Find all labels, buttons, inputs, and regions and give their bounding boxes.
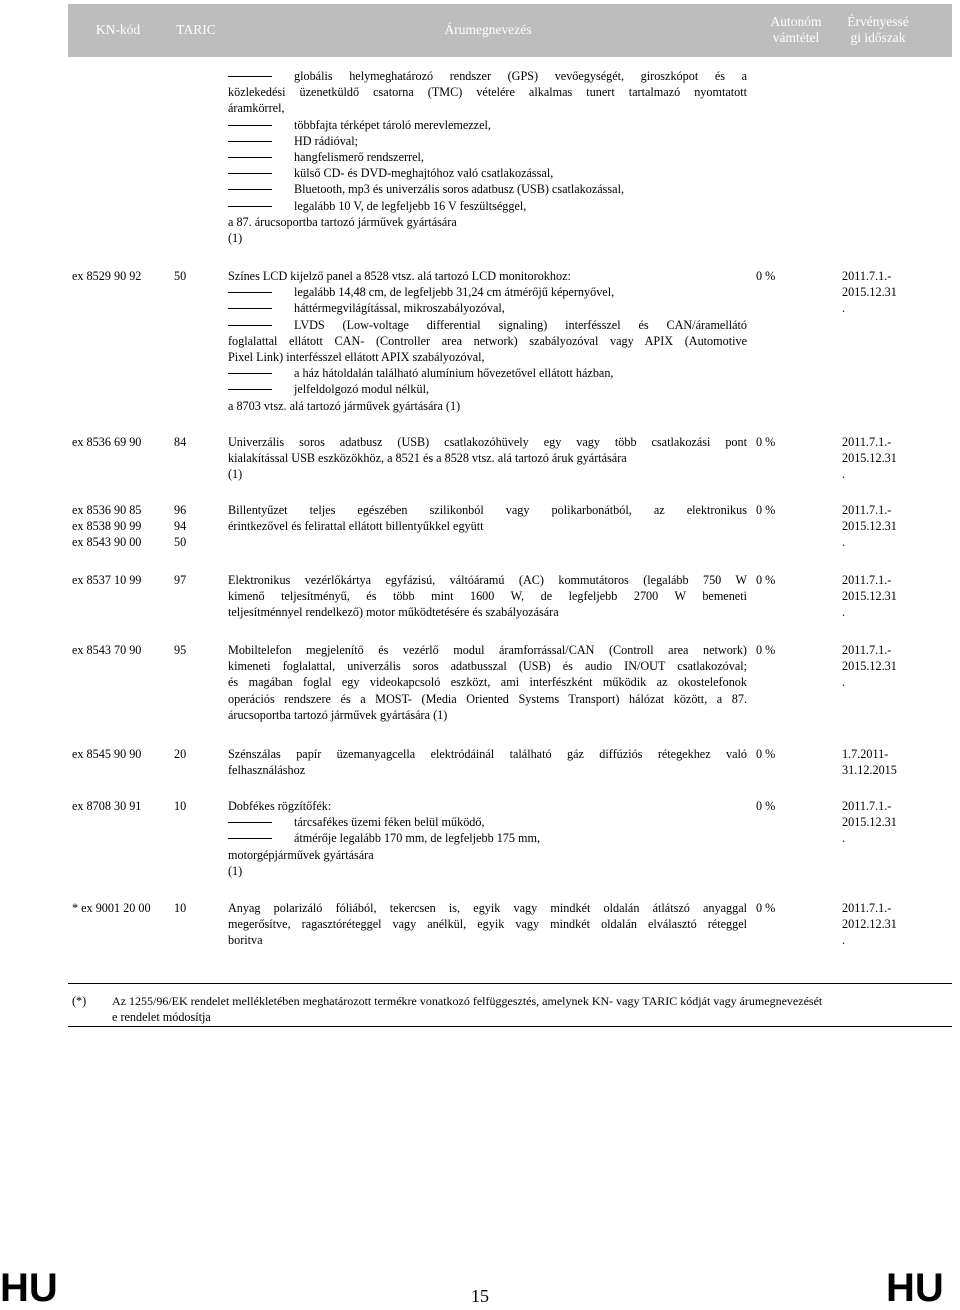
taric-code: 84 [174, 435, 187, 449]
description-cell [228, 746, 747, 778]
description-cell [228, 268, 747, 414]
description-line: árucsoportba tartozó járművek gyártására (1) [228, 707, 448, 722]
description-line: jelfeldolgozó modul nélkül, [228, 381, 747, 397]
validity-line: 2015.12.31 [842, 815, 897, 830]
validity-line: 2012.12.31 [842, 917, 897, 932]
footnote-line-1: Az 1255/96/EK rendelet mellékletében meghatározott termékre vonatkozó felfüggesztés, amelynek KN- vagy TARIC kódját vagy árumegnevezését [112, 994, 823, 1008]
description-line: a 8703 vtsz. alá tartozó járművek gyártására (1) [228, 398, 461, 413]
taric-code: 94 [174, 519, 187, 534]
page-number: 15 [471, 1286, 489, 1306]
description-line: HD rádióval; [228, 133, 747, 149]
description-line: többfajta térképet tároló merevlemezzel, [228, 117, 747, 133]
validity-line: 2015.12.31 [842, 659, 897, 674]
validity-line: . [842, 467, 846, 482]
rate-cell: 0 % [756, 269, 776, 283]
description-line: globális helymeghatározó rendszer (GPS) vevőegységét, giroszkópot és a [228, 68, 747, 84]
taric-code: 50 [174, 535, 187, 550]
header-rate [756, 14, 836, 46]
description-cell [228, 900, 747, 949]
description-line: tárcsafékes üzemi féken belül működő, [228, 814, 747, 830]
validity-line: . [842, 605, 846, 620]
kn-code-cell [72, 798, 167, 814]
description-line: és magában foglal egy videokapcsoló eszközt, ami interfészként működik az okostelefonok [228, 675, 747, 690]
language-code-right: HU [886, 1266, 944, 1310]
kn-code: ex 8545 90 90 [72, 747, 142, 761]
taric-cell [174, 572, 224, 588]
language-code-left: HU [0, 1266, 58, 1310]
validity-line: 2011.7.1.- [842, 799, 892, 813]
validity-line: 2015.12.31 [842, 451, 897, 466]
description-cell [228, 572, 747, 621]
kn-code: ex 8537 10 99 [72, 573, 142, 587]
taric-cell [174, 434, 224, 450]
description-line: (1) [228, 863, 243, 878]
rate-cell: 0 % [756, 643, 776, 657]
header-rate-line2: vámtétel [772, 30, 820, 45]
rate-cell: 0 % [756, 799, 776, 813]
validity-line: 2011.7.1.- [842, 435, 892, 449]
description-line: Szénszálas papír üzemanyagcella elektródáinál található gáz diffúziós rétegekhez való [228, 747, 747, 761]
description-line: a 87. árucsoportba tartozó járművek gyártására [228, 214, 457, 229]
description-line: kimeneti foglalattal, univerzális soros adatbusszal (USB) és audio IN/OUT csatlakozóval; [228, 659, 747, 674]
description-line: hangfelismerő rendszerrel, [228, 149, 747, 165]
taric-code: 20 [174, 747, 187, 761]
description-line: (1) [228, 467, 243, 482]
validity-line: . [842, 831, 846, 846]
description-cell [228, 642, 747, 723]
description-line: a ház hátoldalán található alumínium hővezetővel ellátott házban, [228, 365, 747, 381]
header-rate-line1: Autonóm [770, 14, 822, 29]
taric-code: 95 [174, 643, 187, 657]
validity-cell [842, 642, 922, 691]
taric-cell [174, 746, 224, 762]
validity-cell [842, 502, 922, 551]
header-taric: TARIC [176, 22, 216, 37]
description-line: kialakítással USB eszközökhöz, a 8521 és a 8528 vtsz. alá tartozó áruk gyártására [228, 451, 627, 466]
validity-line: 2015.12.31 [842, 285, 897, 300]
footnote-top-rule [68, 983, 952, 984]
rate-cell: 0 % [756, 573, 776, 587]
description-line: áramkörrel, [228, 101, 285, 116]
validity-line: 2011.7.1.- [842, 503, 892, 517]
rate-cell: 0 % [756, 503, 776, 517]
description-cell [228, 434, 747, 483]
validity-line: 2015.12.31 [842, 589, 897, 604]
description-line: (1) [228, 230, 243, 245]
taric-code: 50 [174, 269, 187, 283]
description-line: Színes LCD kijelző panel a 8528 vtsz. alá tartozó LCD monitorokhoz: [228, 269, 571, 283]
description-line: motorgépjárművek gyártására [228, 847, 374, 862]
description-line: legalább 10 V, de legfeljebb 16 V feszültséggel, [228, 198, 747, 214]
validity-line: . [842, 675, 846, 690]
validity-line: 2011.7.1.- [842, 573, 892, 587]
kn-code-cell [72, 746, 167, 762]
header-description: Árumegnevezés [444, 22, 532, 37]
rate-cell: 0 % [756, 747, 776, 761]
footnote-line-2: e rendelet módosítja [112, 1010, 211, 1025]
kn-code-cell [72, 900, 167, 916]
kn-code: ex 8708 30 91 [72, 799, 142, 813]
description-line: legalább 14,48 cm, de legfeljebb 31,24 cm átmérőjű képernyővel, [228, 284, 747, 300]
kn-code-cell [72, 434, 167, 450]
description-line: háttérmegvilágítással, mikroszabályozóval, [228, 300, 747, 316]
validity-line: . [842, 535, 846, 550]
kn-code: ex 8538 90 99 [72, 519, 142, 534]
description-line: Elektronikus vezérlőkártya egyfázisú, váltóáramú (AC) kommutátoros (legalább 750 W [228, 573, 747, 587]
validity-cell [842, 798, 922, 847]
validity-line: 2011.7.1.- [842, 269, 892, 283]
validity-line: 2015.12.31 [842, 519, 897, 534]
taric-cell [174, 642, 224, 658]
taric-cell [174, 900, 224, 916]
validity-cell [842, 746, 922, 778]
kn-code-cell [72, 502, 167, 551]
kn-code: ex 8543 70 90 [72, 643, 142, 657]
taric-cell [174, 798, 224, 814]
rate-cell: 0 % [756, 901, 776, 915]
description-line: Anyag polarizáló fóliából, tekercsen is, egyik vagy mindkét oldalán átlátszó anyaggal [228, 901, 747, 915]
description-cell [228, 502, 747, 534]
description-line: boritva [228, 933, 263, 948]
rate-cell: 0 % [756, 435, 776, 449]
taric-code: 10 [174, 901, 187, 915]
description-line: érintkezővel és felirattal ellátott billentyűkkel együtt [228, 519, 484, 534]
description-line: Univerzális soros adatbusz (USB) csatlakozóhüvely egy vagy több csatlakozási pont [228, 435, 747, 449]
description-line: Mobiltelefon megjelenítő és vezérlő modul áramforrással/CAN (Controll area network) [228, 643, 747, 657]
description-line: operációs rendszere és a MOST- (Media Oriented Systems Transport) hálózat között, a 87. [228, 691, 747, 706]
header-validity-line2: gi időszak [850, 30, 906, 45]
header-kn-code: KN-kód [95, 22, 141, 37]
kn-code-cell [72, 268, 167, 284]
validity-cell [842, 268, 922, 317]
description-line: Bluetooth, mp3 és univerzális soros adatbusz (USB) csatlakozással, [228, 181, 747, 197]
footnote-text [112, 993, 952, 1025]
description-line: foglalattal ellátott CAN- (Controller area network) szabályozóval vagy APIX (Automotive [228, 333, 747, 348]
description-line: külső CD- és DVD-meghajtóhoz való csatlakozással, [228, 165, 747, 181]
validity-line: 2011.7.1.- [842, 643, 892, 657]
description-line: felhasználáshoz [228, 763, 306, 778]
kn-code: ex 8536 69 90 [72, 435, 142, 449]
kn-code-cell [72, 642, 167, 658]
validity-cell [842, 434, 922, 483]
header-validity [838, 14, 918, 46]
kn-code: * ex 9001 20 00 [72, 901, 151, 915]
taric-code: 97 [174, 573, 187, 587]
validity-line: 31.12.2015 [842, 763, 897, 778]
taric-code: 10 [174, 799, 187, 813]
validity-cell [842, 900, 922, 949]
validity-line: 1.7.2011- [842, 747, 889, 761]
description-line: Billentyűzet teljes egészében szilikonból vagy polikarbonátból, az elektronikus [228, 503, 747, 517]
description-line: teljesítménnyel rendelkező) motor működtetésére és szabályozására [228, 605, 559, 620]
table-header [68, 4, 952, 57]
kn-code: ex 8543 90 00 [72, 535, 142, 550]
kn-code-cell [72, 572, 167, 588]
description-line: kimenő teljesítményű, és több mint 1600 W, de legfeljebb 2700 W bemeneti [228, 589, 747, 604]
footnote-bottom-rule [68, 1026, 952, 1027]
validity-cell [842, 572, 922, 621]
validity-line: . [842, 933, 846, 948]
footnote-label: (*) [72, 994, 87, 1008]
description-line: közlekedési üzenetküldő csatorna (TMC) vételére alkalmas tunert tartalmazó nyomtatott [228, 85, 747, 100]
description-line: átmérője legalább 170 mm, de legfeljebb 175 mm, [228, 830, 747, 846]
validity-line: 2011.7.1.- [842, 901, 892, 915]
header-validity-line1: Érvényessé [847, 14, 909, 29]
validity-line: . [842, 301, 846, 316]
description-cell [228, 798, 747, 879]
kn-code: ex 8536 90 85 [72, 503, 142, 517]
description-line: megerősítve, ragasztóréteggel vagy anélkül, egyik vagy mindkét oldalán elválasztó réteggel [228, 917, 747, 932]
description-line: LVDS (Low-voltage differential signaling) interfésszel és CAN/áramellátó [228, 317, 747, 333]
continued-description [228, 68, 747, 246]
description-line: Dobfékes rögzítőfék: [228, 799, 332, 813]
kn-code: ex 8529 90 92 [72, 269, 142, 283]
taric-cell [174, 502, 224, 551]
taric-code: 96 [174, 503, 187, 517]
taric-cell [174, 268, 224, 284]
description-line: Pixel Link) interfésszel ellátott APIX szabályozóval, [228, 349, 485, 364]
